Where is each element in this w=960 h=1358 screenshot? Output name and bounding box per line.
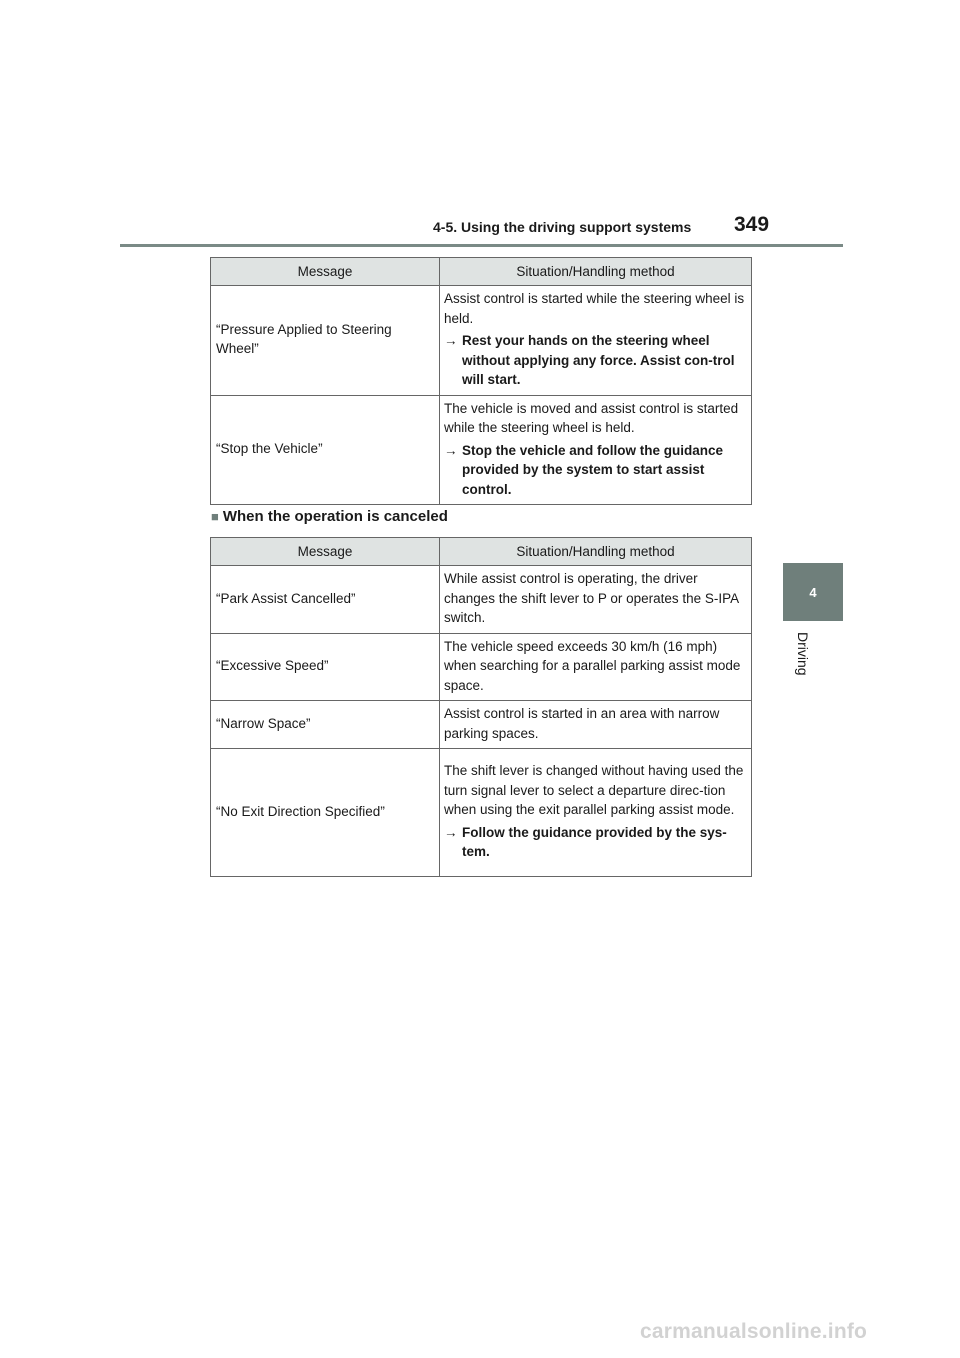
arrow-right-icon: → <box>444 333 458 348</box>
situation-text: The shift lever is changed without having used the turn signal lever to select a departure direc-tion when using the exit parallel parking assist mode. <box>444 763 744 818</box>
message-table-canceled <box>210 537 752 877</box>
page-number: 349 <box>734 213 770 236</box>
handling-action <box>444 331 745 390</box>
table-row <box>211 286 752 396</box>
handling-action <box>444 441 745 500</box>
situation-cell <box>440 749 752 877</box>
table-header-row <box>211 538 752 566</box>
column-header-situation: Situation/Handling method <box>440 538 752 566</box>
arrow-right-icon: → <box>444 442 458 458</box>
section-heading-text: When the operation is canceled <box>222 508 448 525</box>
situation-cell <box>440 633 752 701</box>
message-cell: “Pressure Applied to Steering Wheel” <box>211 286 440 396</box>
message-cell: “Park Assist Cancelled” <box>211 566 440 634</box>
message-cell: “Stop the Vehicle” <box>211 395 440 505</box>
action-text: Rest your hands on the steering wheel without applying any force. Assist con-trol will start. <box>462 333 735 387</box>
section-heading <box>211 508 448 525</box>
handling-action <box>444 823 745 862</box>
column-header-message: Message <box>211 538 440 566</box>
message-cell: “Excessive Speed” <box>211 633 440 701</box>
message-cell: “No Exit Direction Specified” <box>211 749 440 877</box>
arrow-right-icon: → <box>444 824 458 840</box>
section-title: 4-5. Using the driving support systems <box>433 219 692 235</box>
situation-text: Assist control is started while the steering wheel is held. <box>444 291 745 326</box>
table-header-row <box>211 258 752 286</box>
message-table-assist <box>210 257 752 505</box>
situation-cell <box>440 701 752 749</box>
action-text: Follow the guidance provided by the sys-tem. <box>462 824 727 860</box>
chapter-tab <box>783 563 843 621</box>
square-bullet-icon: ■ <box>211 509 219 524</box>
situation-text: The vehicle speed exceeds 30 km/h (16 mph) when searching for a parallel parking assist mode space. <box>444 638 741 693</box>
chapter-number: 4 <box>809 584 817 600</box>
action-text: Stop the vehicle and follow the guidance provided by the system to start assist control. <box>462 442 724 497</box>
table-row <box>211 566 752 634</box>
situation-cell <box>440 566 752 634</box>
table-row <box>211 395 752 505</box>
situation-cell <box>440 286 752 396</box>
header-divider <box>120 244 843 247</box>
situation-text: While assist control is operating, the driver changes the shift lever to P or operates the S-IPA switch. <box>444 571 739 625</box>
chapter-name: Driving <box>795 632 811 676</box>
situation-cell <box>440 395 752 505</box>
watermark: carmanualsonline.info <box>640 1320 868 1343</box>
table-row <box>211 701 752 749</box>
message-cell: “Narrow Space” <box>211 701 440 749</box>
table-row <box>211 633 752 701</box>
column-header-situation: Situation/Handling method <box>440 258 752 286</box>
situation-text: The vehicle is moved and assist control is started while the steering wheel is held. <box>444 400 739 435</box>
table-row <box>211 749 752 877</box>
situation-text: Assist control is started in an area with narrow parking spaces. <box>444 706 720 741</box>
column-header-message: Message <box>211 258 440 286</box>
